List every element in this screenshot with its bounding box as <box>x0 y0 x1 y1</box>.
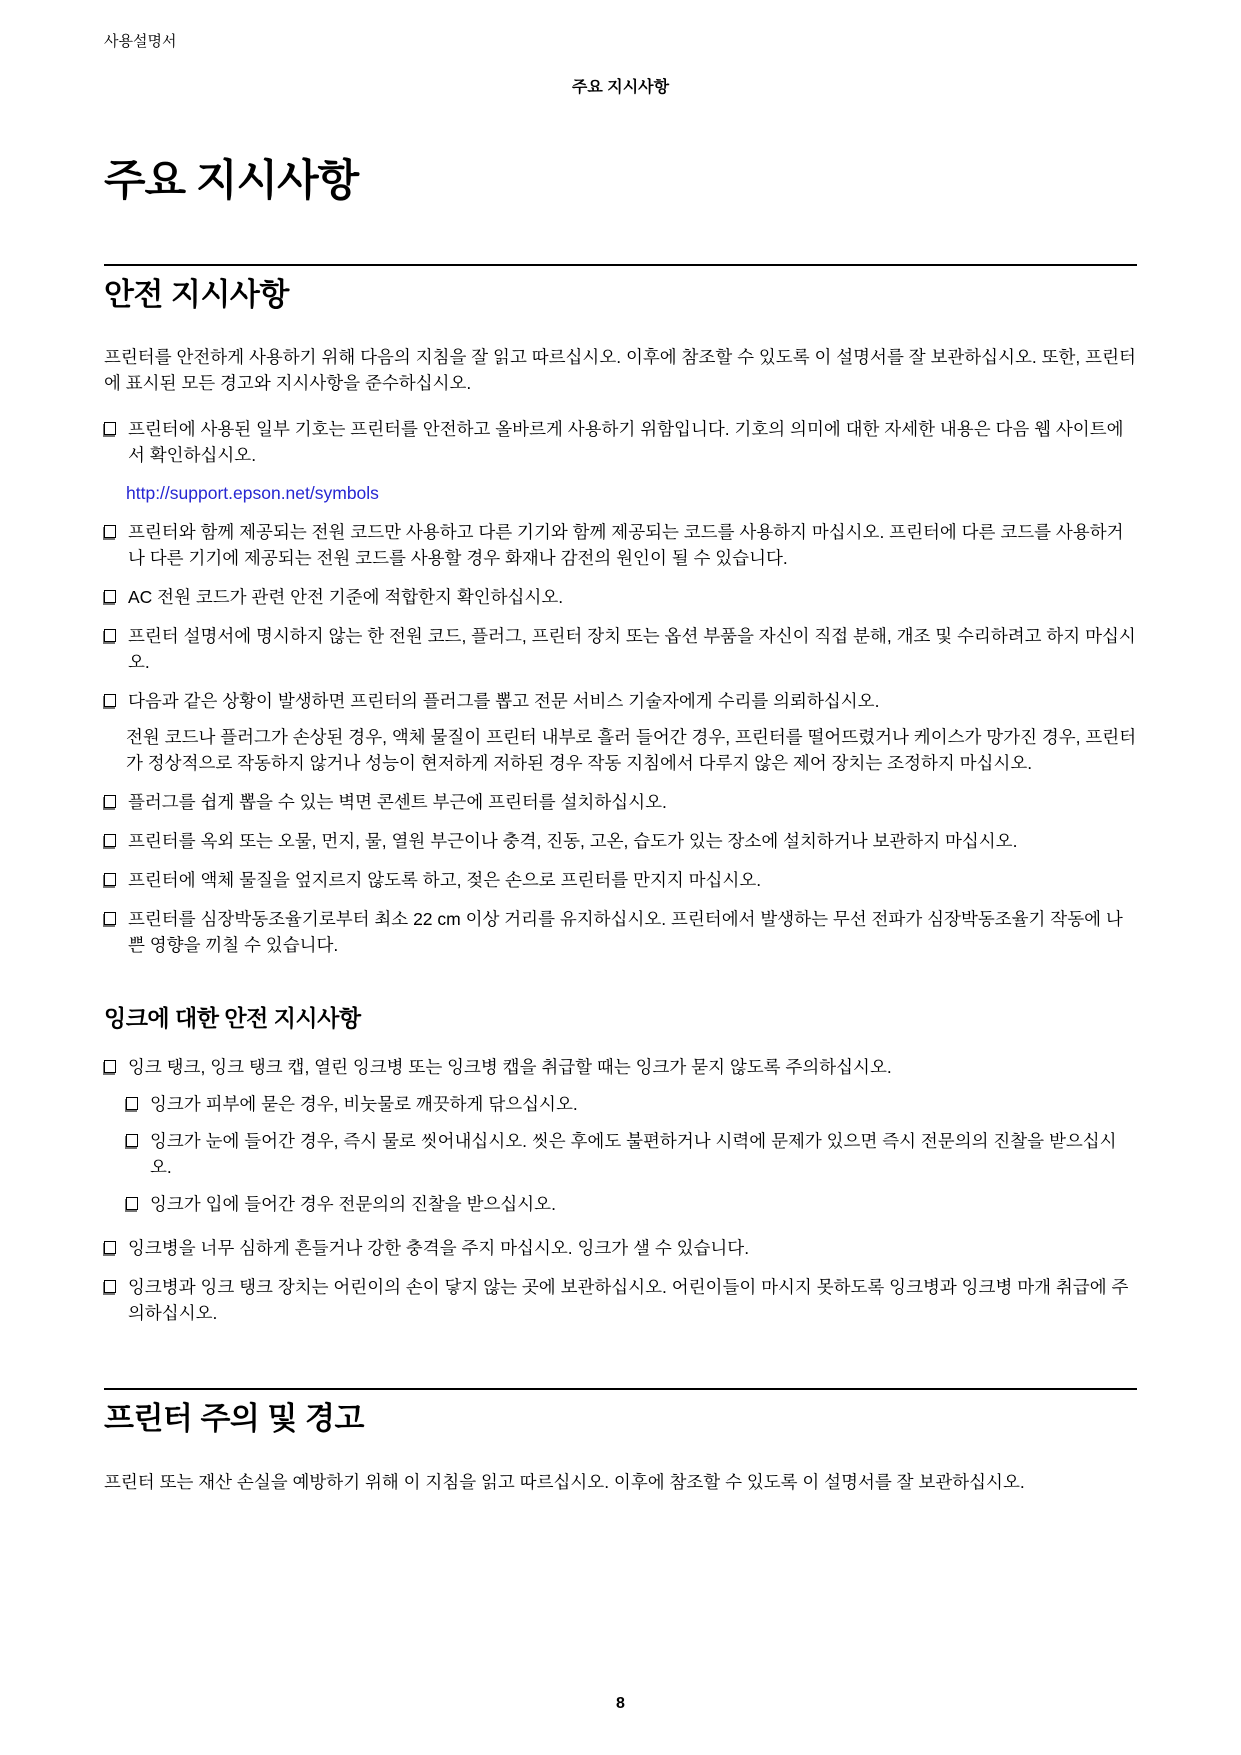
section-heading-ink-safety: 잉크에 대한 안전 지시사항 <box>104 1005 361 1032</box>
list-item-text: AC 전원 코드가 관련 안전 기준에 적합한지 확인하십시오. <box>128 587 564 608</box>
ink-bullet-list <box>104 1054 1137 1326</box>
list-item <box>104 1054 1137 1080</box>
list-item <box>104 867 1137 893</box>
square-bullet-icon <box>104 795 116 808</box>
list-item <box>126 1091 1137 1117</box>
square-bullet-icon <box>104 1241 116 1254</box>
list-item-text: 프린터와 함께 제공되는 전원 코드만 사용하고 다른 기기와 함께 제공되는 코드를 사용하지 마십시오. 프린터에 다른 코드를 사용하거나 다른 기기에 제공되는 전원 코드를 사용할 경우 화재나 감전의 원인이 될 수 있습니다. <box>128 522 1124 569</box>
square-bullet-icon <box>126 1134 138 1147</box>
square-bullet-icon <box>104 834 116 847</box>
square-bullet-icon <box>126 1097 138 1110</box>
square-bullet-icon <box>104 1060 116 1073</box>
section-heading-safety: 안전 지시사항 <box>104 276 289 312</box>
safety-intro-paragraph: 프린터를 안전하게 사용하기 위해 다음의 지침을 잘 읽고 따르십시오. 이후에 참조할 수 있도록 이 설명서를 잘 보관하십시오. 또한, 프린터에 표시된 모든 경고와 지시사항을 준수하십시오. <box>104 347 1136 394</box>
square-bullet-icon <box>104 694 116 707</box>
page-content <box>0 156 1241 1495</box>
list-item-text: 프린터에 사용된 일부 기호는 프린터를 안전하고 올바르게 사용하기 위함입니다. 기호의 의미에 대한 자세한 내용은 다음 웹 사이트에서 확인하십시오. <box>128 419 1124 466</box>
list-item-text: 다음과 같은 상황이 발생하면 프린터의 플러그를 뽑고 전문 서비스 기술자에게 수리를 의뢰하십시오. <box>128 691 880 712</box>
list-item <box>104 416 1137 468</box>
list-item <box>104 519 1137 571</box>
square-bullet-icon <box>104 629 116 642</box>
list-item-text: 프린터에 액체 물질을 엎지르지 않도록 하고, 젖은 손으로 프린터를 만지지 마십시오. <box>128 870 762 891</box>
list-item-text: 잉크병을 너무 심하게 흔들거나 강한 충격을 주지 마십시오. 잉크가 샐 수 있습니다. <box>128 1238 750 1259</box>
list-item <box>104 906 1137 958</box>
list-item-text: 프린터를 심장박동조율기로부터 최소 22 cm 이상 거리를 유지하십시오. 프린터에서 발생하는 무선 전파가 심장박동조율기 작동에 나쁜 영향을 끼칠 수 있습니다. <box>128 909 1123 956</box>
section-divider <box>104 264 1137 266</box>
repair-conditions-paragraph: 전원 코드나 플러그가 손상된 경우, 액체 물질이 프린터 내부로 흘러 들어간 경우, 프린터를 떨어뜨렸거나 케이스가 망가진 경우, 프린터가 정상적으로 작동하지 않거나 성능이 현저하게 저하된 경우 작동 지침에서 다루지 않은 제어 장치는 조정하지 마십시오. <box>126 727 1137 774</box>
epson-symbols-link[interactable]: http://support.epson.net/symbols <box>126 483 379 504</box>
list-item <box>104 789 1137 815</box>
safety-bullet-list <box>104 416 1137 958</box>
list-item-text: 잉크병과 잉크 탱크 장치는 어린이의 손이 닿지 않는 곳에 보관하십시오. 어린이들이 마시지 못하도록 잉크병과 잉크병 마개 취급에 주의하십시오. <box>128 1277 1129 1324</box>
list-item-text: 프린터를 옥외 또는 오물, 먼지, 물, 열원 부근이나 충격, 진동, 고온, 습도가 있는 장소에 설치하거나 보관하지 마십시오. <box>128 831 1018 852</box>
list-item <box>104 623 1137 675</box>
list-item-text: 잉크가 눈에 들어간 경우, 즉시 물로 씻어내십시오. 씻은 후에도 불편하거나 시력에 문제가 있으면 즉시 전문의의 진찰을 받으십시오. <box>150 1131 1117 1178</box>
ink-sub-bullet-list <box>126 1091 1137 1217</box>
square-bullet-icon <box>104 912 116 925</box>
running-header-chapter: 주요 지시사항 <box>571 79 670 96</box>
list-item <box>104 828 1137 854</box>
list-item-text: 잉크가 입에 들어간 경우 전문의의 진찰을 받으십시오. <box>150 1194 556 1215</box>
list-item-text: 잉크 탱크, 잉크 탱크 캡, 열린 잉크병 또는 잉크병 캡을 취급할 때는 잉크가 묻지 않도록 주의하십시오. <box>128 1057 892 1078</box>
section-heading-warnings: 프린터 주의 및 경고 <box>104 1401 364 1437</box>
warnings-intro-paragraph: 프린터 또는 재산 손실을 예방하기 위해 이 지침을 읽고 따르십시오. 이후에 참조할 수 있도록 이 설명서를 잘 보관하십시오. <box>104 1471 1025 1492</box>
list-item <box>126 1191 1137 1217</box>
list-item-text: 잉크가 피부에 묻은 경우, 비눗물로 깨끗하게 닦으십시오. <box>150 1094 578 1115</box>
list-item-text: 플러그를 쉽게 뽑을 수 있는 벽면 콘센트 부근에 프린터를 설치하십시오. <box>128 792 667 813</box>
page-number: 8 <box>616 1695 625 1712</box>
running-header-doc-title: 사용설명서 <box>104 33 177 50</box>
square-bullet-icon <box>126 1197 138 1210</box>
page-title: 주요 지시사항 <box>104 157 359 205</box>
list-item <box>104 688 1137 714</box>
list-item <box>104 1274 1137 1326</box>
list-item <box>104 584 1137 610</box>
list-item-text: 프린터 설명서에 명시하지 않는 한 전원 코드, 플러그, 프린터 장치 또는 옵션 부품을 자신이 직접 분해, 개조 및 수리하려고 하지 마십시오. <box>128 626 1136 673</box>
list-item <box>104 1235 1137 1261</box>
symbols-link-line <box>126 480 1137 506</box>
square-bullet-icon <box>104 525 116 538</box>
list-item <box>126 1128 1137 1180</box>
square-bullet-icon <box>104 590 116 603</box>
square-bullet-icon <box>104 422 116 435</box>
square-bullet-icon <box>104 1280 116 1293</box>
section-divider <box>104 1388 1137 1390</box>
square-bullet-icon <box>104 873 116 886</box>
